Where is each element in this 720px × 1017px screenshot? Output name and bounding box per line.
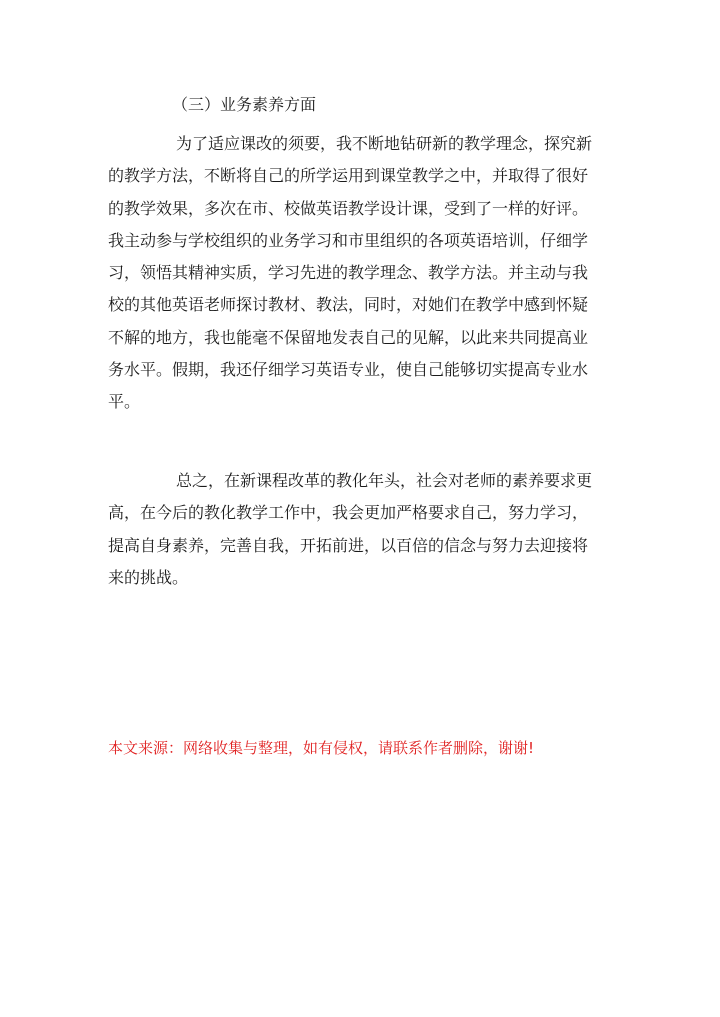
paragraph-line: 务水平。假期，我还仔细学习英语专业，使自己能够切实提高专业水: [108, 360, 589, 380]
paragraph-conclusion: [108, 465, 592, 594]
source-note: 本文来源：网络收集与整理，如有侵权，请联系作者删除，谢谢!: [108, 739, 535, 757]
paragraph-line: 我主动参与学校组织的业务学习和市里组织的各项英语培训，仔细学: [108, 230, 589, 250]
paragraph-line: 不解的地方，我也能毫不保留地发表自己的见解，以此来共同提高业: [108, 327, 589, 347]
paragraph-line: 总之，在新课程改革的教化年头，社会对老师的素养要求更: [176, 471, 593, 490]
paragraph-line: 平。: [108, 392, 141, 412]
paragraph-line: 校的其他英语老师探讨教材、教法，同时，对她们在教学中感到怀疑: [108, 295, 589, 315]
paragraph-line: 的教学效果，多次在市、校做英语教学设计课，受到了一样的好评。: [108, 198, 589, 218]
paragraph-line: 来的挑战。: [108, 567, 189, 587]
paragraph-line: 习，领悟其精神实质，学习先进的教学理念、教学方法。并主动与我: [108, 263, 589, 283]
paragraph-line: 的教学方法，不断将自己的所学运用到课堂教学之中，并取得了很好: [108, 166, 589, 186]
paragraph-line: 为了适应课改的须要，我不断地钻研新的教学理念，探究新: [176, 134, 593, 153]
paragraph-business-quality: [108, 128, 592, 419]
section-heading: （三）业务素养方面: [172, 95, 317, 114]
paragraph-line: 高，在今后的教化教学工作中，我会更加严格要求自己，努力学习，: [108, 503, 589, 523]
paragraph-line: 提高自身素养，完善自我，开拓前进，以百倍的信念与努力去迎接将: [108, 535, 589, 555]
